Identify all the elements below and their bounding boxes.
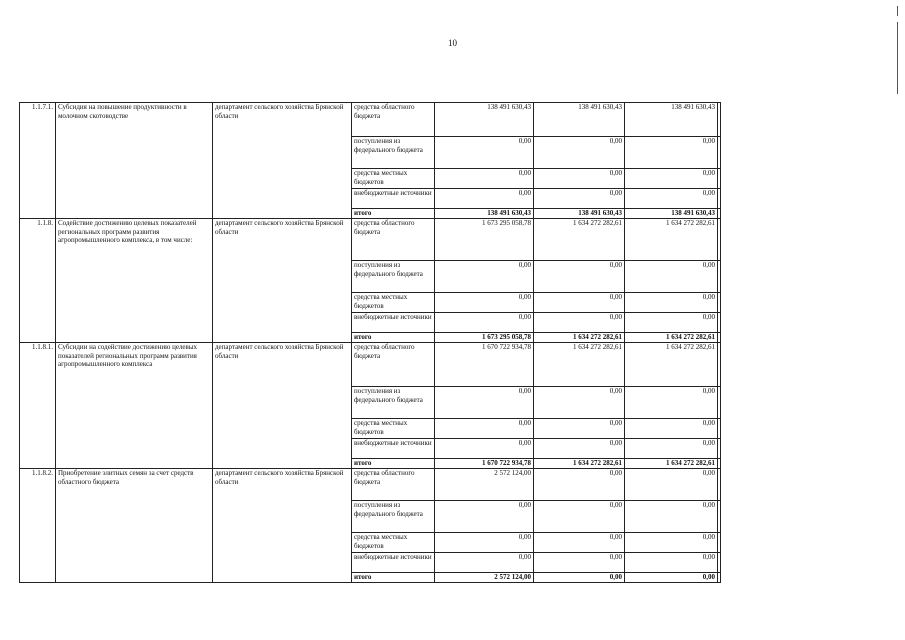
amount-cell: 0,00: [435, 313, 534, 333]
funding-source: средства областного бюджета: [352, 469, 435, 501]
item-code: 1.1.8.1.: [20, 343, 56, 469]
amount-cell: 1 673 295 058,78: [435, 333, 534, 343]
amount-cell: 0,00: [435, 419, 534, 439]
amount-cell: 0,00: [534, 137, 625, 169]
amount-cell: 0,00: [435, 293, 534, 313]
empty-cell: [718, 169, 721, 189]
item-executor: департамент сельского хозяйства Брянской области: [213, 103, 352, 219]
amount-cell: 1 634 272 282,61: [534, 343, 625, 387]
empty-cell: [718, 293, 721, 313]
table-row: [20, 469, 721, 501]
amount-cell: 1 634 272 282,61: [625, 219, 718, 261]
amount-cell: 0,00: [534, 261, 625, 293]
empty-cell: [718, 573, 721, 583]
empty-cell: [718, 137, 721, 169]
empty-cell: [718, 343, 721, 387]
amount-cell: 0,00: [534, 419, 625, 439]
amount-cell: 0,00: [534, 169, 625, 189]
amount-cell: 0,00: [534, 469, 625, 501]
amount-cell: 0,00: [625, 313, 718, 333]
empty-cell: [718, 387, 721, 419]
amount-cell: 1 670 722 934,78: [435, 343, 534, 387]
funding-source: средства местных бюджетов: [352, 169, 435, 189]
funding-source: итого: [352, 459, 435, 469]
table-row: [20, 343, 721, 387]
item-code: 1.1.8.: [20, 219, 56, 343]
empty-cell: [718, 553, 721, 573]
amount-cell: 0,00: [625, 293, 718, 313]
empty-cell: [718, 189, 721, 209]
funding-source: средства областного бюджета: [352, 219, 435, 261]
funding-source: средства местных бюджетов: [352, 293, 435, 313]
amount-cell: 138 491 630,43: [534, 103, 625, 137]
budget-table: [19, 102, 721, 583]
page-number: 10: [448, 38, 457, 48]
amount-cell: 0,00: [625, 137, 718, 169]
amount-cell: 0,00: [625, 469, 718, 501]
funding-source: внебюджетные источники: [352, 313, 435, 333]
amount-cell: 0,00: [435, 189, 534, 209]
item-executor: департамент сельского хозяйства Брянской области: [213, 219, 352, 343]
amount-cell: 0,00: [534, 387, 625, 419]
empty-cell: [718, 533, 721, 553]
amount-cell: 1 634 272 282,61: [534, 219, 625, 261]
amount-cell: 138 491 630,43: [435, 103, 534, 137]
amount-cell: 0,00: [625, 573, 718, 583]
empty-cell: [718, 469, 721, 501]
amount-cell: 1 634 272 282,61: [625, 459, 718, 469]
item-name: Содействие достижению целевых показателей региональных программ развития агропромышленного комплекса, в том числе:: [56, 219, 213, 343]
amount-cell: 1 634 272 282,61: [534, 333, 625, 343]
empty-cell: [718, 209, 721, 219]
amount-cell: 1 634 272 282,61: [534, 459, 625, 469]
amount-cell: 0,00: [625, 169, 718, 189]
amount-cell: 1 670 722 934,78: [435, 459, 534, 469]
empty-cell: [718, 219, 721, 261]
scan-edge-mark: [897, 6, 898, 16]
scan-edge-mark: [897, 22, 898, 94]
item-code: 1.1.8.2.: [20, 469, 56, 583]
amount-cell: 138 491 630,43: [534, 209, 625, 219]
amount-cell: 138 491 630,43: [435, 209, 534, 219]
amount-cell: 0,00: [435, 439, 534, 459]
amount-cell: 1 673 295 058,78: [435, 219, 534, 261]
amount-cell: 0,00: [625, 439, 718, 459]
amount-cell: 0,00: [534, 313, 625, 333]
amount-cell: 0,00: [435, 137, 534, 169]
item-executor: департамент сельского хозяйства Брянской области: [213, 343, 352, 469]
funding-source: внебюджетные источники: [352, 553, 435, 573]
amount-cell: 138 491 630,43: [625, 103, 718, 137]
amount-cell: 0,00: [534, 293, 625, 313]
funding-source: средства областного бюджета: [352, 343, 435, 387]
amount-cell: 0,00: [435, 387, 534, 419]
funding-source: внебюджетные источники: [352, 189, 435, 209]
amount-cell: 0,00: [534, 533, 625, 553]
funding-source: поступления из федерального бюджета: [352, 261, 435, 293]
amount-cell: 138 491 630,43: [625, 209, 718, 219]
empty-cell: [718, 313, 721, 333]
amount-cell: 0,00: [625, 261, 718, 293]
item-executor: департамент сельского хозяйства Брянской области: [213, 469, 352, 583]
amount-cell: 0,00: [625, 533, 718, 553]
table-row: [20, 219, 721, 261]
funding-source: средства местных бюджетов: [352, 419, 435, 439]
item-name: Приобретение элитных семян за счет средств областного бюджета: [56, 469, 213, 583]
funding-source: средства областного бюджета: [352, 103, 435, 137]
amount-cell: 2 572 124,00: [435, 469, 534, 501]
item-name: Субсидия на повышение продуктивности в молочном скотоводстве: [56, 103, 213, 219]
funding-source: итого: [352, 209, 435, 219]
empty-cell: [718, 333, 721, 343]
item-name: Субсидии на содействие достижению целевых показателей региональных программ развития агропромышленного комплекса: [56, 343, 213, 469]
item-code: 1.1.7.1.: [20, 103, 56, 219]
empty-cell: [718, 459, 721, 469]
empty-cell: [718, 439, 721, 459]
amount-cell: 0,00: [534, 439, 625, 459]
amount-cell: 0,00: [625, 501, 718, 533]
empty-cell: [718, 501, 721, 533]
amount-cell: 0,00: [534, 573, 625, 583]
funding-source: средства местных бюджетов: [352, 533, 435, 553]
amount-cell: 1 634 272 282,61: [625, 333, 718, 343]
amount-cell: 1 634 272 282,61: [625, 343, 718, 387]
amount-cell: 0,00: [625, 553, 718, 573]
amount-cell: 0,00: [435, 261, 534, 293]
funding-source: поступления из федерального бюджета: [352, 137, 435, 169]
amount-cell: 0,00: [534, 553, 625, 573]
amount-cell: 0,00: [435, 501, 534, 533]
amount-cell: 0,00: [625, 189, 718, 209]
amount-cell: 0,00: [435, 553, 534, 573]
funding-source: поступления из федерального бюджета: [352, 387, 435, 419]
amount-cell: 2 572 124,00: [435, 573, 534, 583]
funding-source: итого: [352, 333, 435, 343]
amount-cell: 0,00: [534, 501, 625, 533]
amount-cell: 0,00: [534, 189, 625, 209]
funding-source: внебюджетные источники: [352, 439, 435, 459]
empty-cell: [718, 419, 721, 439]
empty-cell: [718, 261, 721, 293]
empty-cell: [718, 103, 721, 137]
table-row: [20, 103, 721, 137]
funding-source: поступления из федерального бюджета: [352, 501, 435, 533]
amount-cell: 0,00: [435, 169, 534, 189]
amount-cell: 0,00: [435, 533, 534, 553]
funding-source: итого: [352, 573, 435, 583]
amount-cell: 0,00: [625, 419, 718, 439]
amount-cell: 0,00: [625, 387, 718, 419]
